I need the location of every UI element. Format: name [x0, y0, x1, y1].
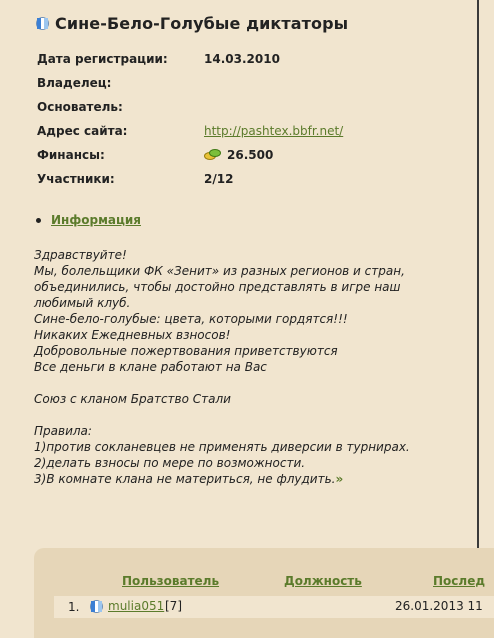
detail-label: Адрес сайта: — [37, 124, 128, 138]
description-line: Мы, болельщики ФК «Зенит» из разных регионов и стран, объединились, чтобы достойно представлять в игре наш любимый клуб. — [34, 264, 405, 310]
member-flag-icon — [90, 600, 103, 613]
members-table — [34, 548, 494, 638]
detail-label: Владелец: — [37, 76, 112, 90]
description-line: 1)против сокланевцев не применять диверсии в турнирах. — [34, 440, 410, 454]
table-row — [54, 596, 494, 618]
detail-label: Дата регистрации: — [37, 52, 168, 66]
description-line: Сине-бело-голубые: цвета, которыми гордятся!!! — [34, 312, 348, 326]
description-line: Никаких Ежедневных взносов! — [34, 328, 231, 342]
detail-owner — [37, 76, 397, 96]
detail-founder — [37, 100, 397, 120]
detail-registration — [37, 52, 397, 72]
description-line: 2)делать взносы по мере по возможности. — [34, 456, 306, 470]
read-more-arrow[interactable]: » — [335, 472, 344, 486]
finances-value — [204, 148, 273, 162]
description-line: Союз с кланом Братство Стали — [34, 392, 231, 406]
detail-website — [37, 124, 397, 144]
detail-members — [37, 172, 397, 192]
clan-header — [36, 14, 348, 33]
clan-flag-icon — [36, 17, 49, 30]
column-header-user[interactable]: Пользователь — [122, 574, 220, 588]
detail-value: 2/12 — [204, 172, 234, 186]
row-number: 1. — [68, 600, 80, 614]
detail-label: Участники: — [37, 172, 115, 186]
finances-amount: 26.500 — [227, 148, 274, 162]
detail-finances — [37, 148, 397, 168]
window-edge — [477, 0, 479, 618]
clan-description — [34, 247, 454, 487]
detail-value: 14.03.2010 — [204, 52, 280, 66]
member-last-date: 26.01.2013 11 — [395, 599, 483, 613]
description-line: Здравствуйте! — [34, 248, 127, 262]
bullet-icon — [36, 218, 41, 223]
info-link[interactable]: Информация — [51, 213, 141, 227]
clan-name: Сине-Бело-Голубые диктаторы — [55, 14, 349, 33]
member-username-link[interactable]: mulia051 — [108, 599, 165, 613]
description-line: Правила: — [34, 424, 92, 438]
column-header-last[interactable]: Послед — [433, 574, 486, 588]
detail-label: Финансы: — [37, 148, 105, 162]
member-rank: [7] — [165, 599, 182, 613]
description-line: Добровольные пожертвования приветствуются — [34, 344, 338, 358]
column-header-role[interactable]: Должность — [284, 574, 362, 588]
detail-label: Основатель: — [37, 100, 123, 114]
description-line — [34, 375, 454, 391]
website-link[interactable]: http://pashtex.bbfr.net/ — [204, 124, 344, 138]
description-line: Все деньги в клане работают на Вас — [34, 360, 267, 374]
description-line — [34, 407, 454, 423]
description-line: 3)В комнате клана не материться, не флудить. — [34, 472, 336, 486]
coins-icon — [204, 149, 222, 161]
info-section-toggle — [36, 213, 141, 227]
description-line-last — [34, 471, 454, 487]
